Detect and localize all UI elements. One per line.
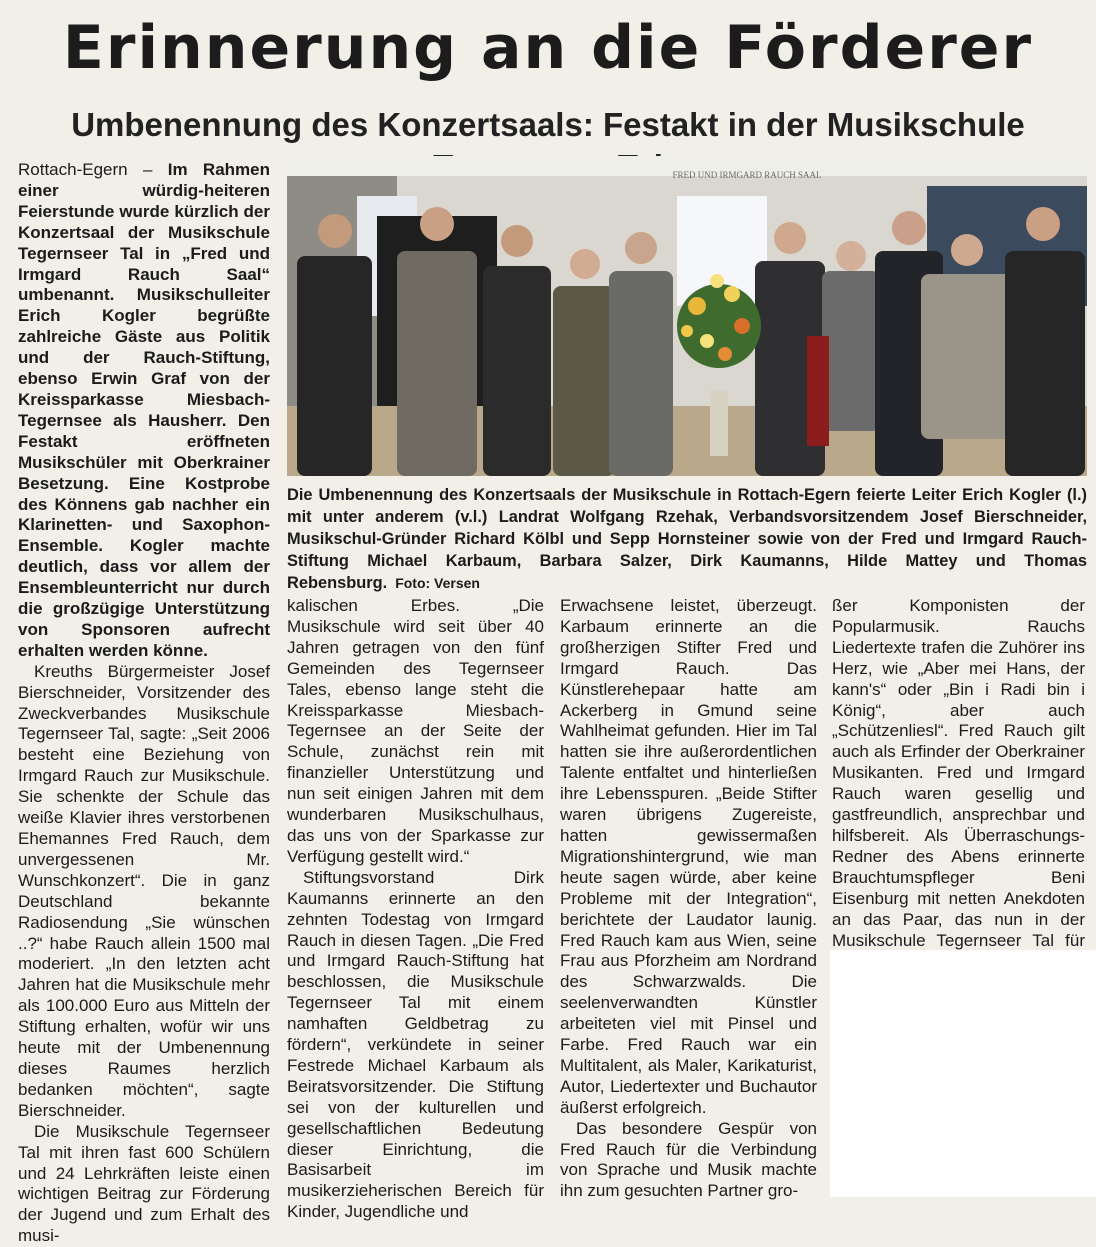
text-column-4	[832, 596, 1085, 973]
blank-area	[830, 950, 1096, 1197]
body-paragraph: Stiftungsvorstand Dirk Kaumanns erinnerte an den zehnten Todestag von Irmgard Rauch in diesen Tagen. „Die Fred und Irmgard Rauch-Stiftung hat beschlossen, die Musikschule Tegernseer Tal mit einem namhaften Geldbetrag zu fördern“, verkündete in seiner Festrede Michael Karbaum als Beiratsvorsitzender. Die Stiftung sei von der kulturellen und gesellschaftlichen Bedeutung dieser Einrichtung, die Basisarbeit im musikerzieherischen Bereich für Kinder, Jugendliche und	[287, 867, 544, 1222]
body-paragraph: Kreuths Bürgermeister Josef Bierschneider, Vorsitzender des Zweckverbandes Musikschule Tegernseer Tal, sagte: „Seit 2006 besteht eine Beziehung von Irmgard Rauch zur Musikschule. Sie schenkte der Schule das weiße Klavier ihres verstorbenen Ehemannes Fred Rauch, dem unvergessenen Mr. Wunschkonzert“. Die in ganz Deutschland bekannte Radiosendung „Sie wünschen ..?“ habe Rauch allein 1500 mal moderiert. „In den letzten acht Jahren hat die Musikschule mehr als 100.000 Euro aus Mitteln der Stiftung erhalten, wofür wir uns heute mit der Umbenennung dieses Raumes herzlich bedanken möchten“, sagte Bierschneider.	[18, 661, 270, 1120]
text-column-1	[18, 160, 270, 1247]
group-photo	[287, 156, 1087, 476]
body-paragraph: Das besondere Gespür von Fred Rauch für die Verbindung von Sprache und Musik machte ihn zum gesuchten Partner gro-	[560, 1118, 817, 1201]
dateline: Rottach-Egern –	[18, 160, 153, 179]
article-subheadline: Umbenennung des Konzertsaals: Festakt in der Musikschule	[71, 106, 1025, 143]
text-column-2	[287, 596, 544, 1223]
text-column-3	[560, 596, 817, 1202]
wall-sign: FRED UND IRMGARD RAUCH SAAL	[672, 170, 822, 180]
article-headline: Erinnerung an die Förderer	[62, 13, 1034, 83]
photo-credit: Foto: Versen	[395, 575, 480, 591]
body-paragraph: Die Musikschule Tegernseer Tal mit ihren fast 600 Schülern und 24 Lehrkräften leiste einen wichtigen Beitrag zur Förderung der Jugend und zum Erhalt des musi-	[18, 1121, 270, 1246]
body-paragraph: kalischen Erbes. „Die Musikschule wird seit über 40 Jahren getragen von den fünf Gemeinden des Tegernseer Tales, ebenso lange steht die Kreissparkasse Miesbach-Tegernsee an der Seite der Schule, zunächst rein mit finanzieller Unterstützung und nun seit einigen Jahren mit dem wunderbaren Musikschulhaus, das uns von der Sparkasse zur Verfügung gestellt wird.“	[287, 596, 544, 866]
caption-text: Die Umbenennung des Konzertsaals der Musikschule in Rottach-Egern feierte Leiter Erich Kogler (l.) mit unter anderem (v.l.) Landrat Wolfgang Rzehak, Verbandsvorsitzendem Josef Bierschneider, Musikschul-Gründer Richard Kölbl und Sepp Hornsteiner sowie von der Fred und Irmgard Rauch-Stiftung Michael Karbaum, Barbara Salzer, Dirk Kaumanns, Hilde Mattey und Thomas Rebensburg.	[287, 486, 1087, 592]
body-paragraph: ßer Komponisten der Popularmusik. Rauchs Liedertexte trafen die Zuhörer ins Herz, wie „Aber mei Hans, der kann's“ oder „Bin i Radi bin i König“, aber auch „Schützenliesl“. Fred Rauch gilt auch als Erfinder der Oberkrainer Musikanten. Fred und Irmgard Rauch waren gesellig und gastfreundlich, ansprechbar und hilfsbereit. Als Überraschungs-Redner des Abens erinnerte Brauchtumspfleger Beni Eisenburg mit netten Anekdoten an das Paar, das nun in der Musikschule Tegernseer Tal für	[832, 596, 1085, 950]
lead-text: Im Rahmen einer würdig-heiteren Feierstunde wurde kürzlich der Konzertsaal der Musikschule Tegernseer Tal in „Fred und Irmgard Rauch Saal“ umbenannt. Musikschulleiter Erich Kogler begrüßte zahlreiche Gäste aus Politik und der Rauch-Stiftung, ebenso Erwin Graf von der Kreissparkasse Miesbach-Tegernsee als Hausherr. Den Festakt eröffneten Musikschüler mit Oberkrainer Besetzung. Eine Kostprobe des Könnens gab nachher ein Klarinetten- und Saxophon-Ensemble. Kogler machte deutlich, dass vor allem der Ensembleunterricht nur durch die großzügige Unterstützung von Sponsoren aufrecht erhalten werden könne.	[18, 160, 270, 660]
body-paragraph: Erwachsene leistet, überzeugt. Karbaum erinnerte an die großherzigen Stifter Fred und Irmgard Rauch. Das Künstlerehepaar hatte am Ackerberg in Gmund seine Wahlheimat gefunden. Hier im Tal hatten sie ihre außerordentlichen Talente entfaltet und hinterließen ihre Lebensspuren. „Beide Stifter waren übrigens Zugereiste, hatten gewissermaßen Migrationshintergrund, wie man heute sagen würde, aber keine Probleme mit der Integration“, berichtete der Laudator launig. Fred Rauch kam aus Wien, seine Frau aus Pforzheim am Nordrand des Schwarzwalds. Die seelenverwandten Künstler arbeiteten viel mit Pinsel und Farbe. Fred Rauch war ein Multitalent, als Maler, Karikaturist, Autor, Liedertexter und Buchautor äußerst erfolgreich.	[560, 596, 817, 1117]
lead-paragraph	[18, 160, 270, 662]
photo-caption	[287, 484, 1087, 594]
